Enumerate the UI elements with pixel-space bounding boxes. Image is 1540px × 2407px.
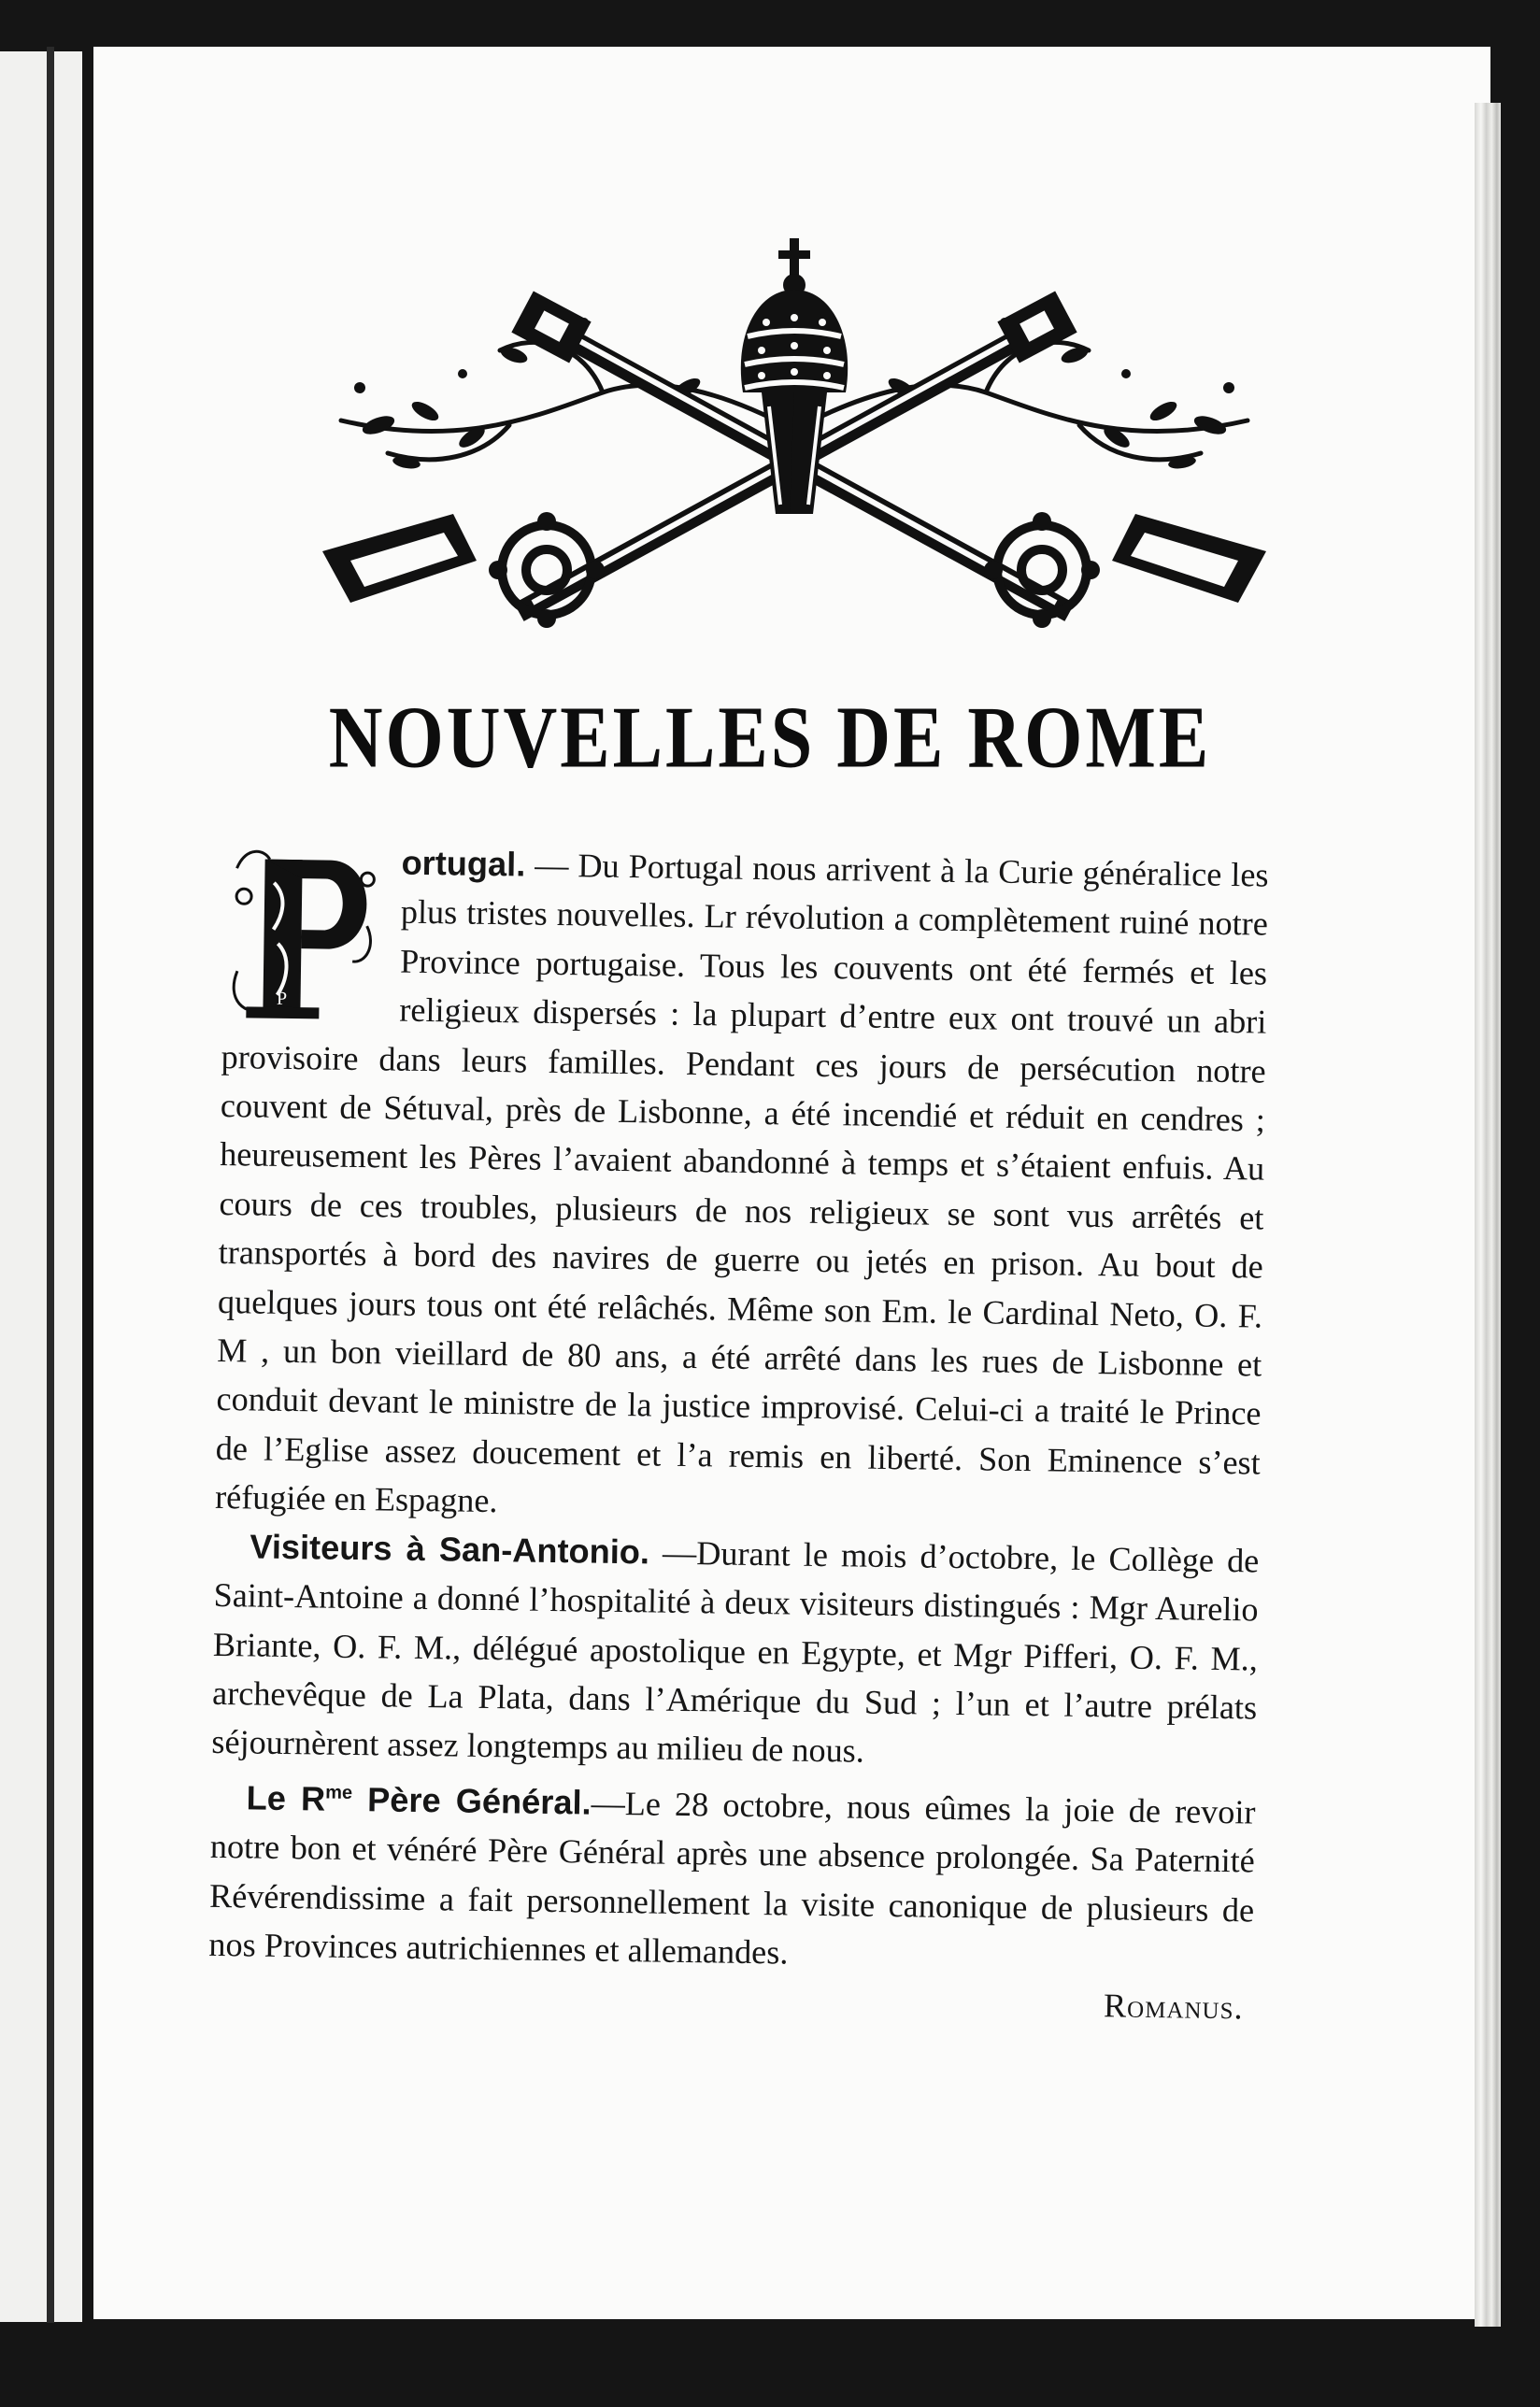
lead-suffix: Père Général. (351, 1779, 592, 1822)
paragraph-pere-general-text: —Le 28 octobre, nous eûmes la joie de revoir notre bon et vénéré Père Général après une absence prolongée. Sa Paternité Révérendissime a fait personnellement la visite canonique de plusieurs de nos Provinces autrichiennes et allemandes. (208, 1784, 1256, 1972)
paragraph-pere-general-lead (246, 1778, 592, 1821)
left-page-edge (0, 51, 82, 2322)
article-title: NOUVELLES DE ROME (328, 689, 1212, 787)
paragraph-portugal-lead: ortugal. (401, 843, 526, 884)
article-body (207, 836, 1269, 2032)
book-binding-shadow (47, 47, 54, 2323)
drop-cap-letter: P (276, 988, 288, 1009)
paragraph-visiteurs-text: —Durant le mois d’octobre, le Collège de Saint-Antoine a donné l’hospitalité à deux visiteurs distingués : Mgr Aurelio Briante, O. F. M., délégué apostolique en Egypte, et Mgr Pifferi, O. F. M., archevêque de La Plata, dans l’Amérique du Sud ; l’un et l’autre prélats séjournèrent assez longtemps au milieu de nous. (211, 1533, 1260, 1770)
paragraph-portugal (215, 836, 1269, 1536)
signature: Romanus. (1103, 1987, 1244, 2027)
paragraph-portugal-text: — Du Portugal nous arrivent à la Curie généralice les plus tristes nouvelles. Lr révolution a complètement ruiné notre Province portugaise. Tous les couvents ont été fermés et les religieux dispersés : la plupart d’entre eux ont trouvé un abri provisoire dans leurs familles. Pendant ces jours de persécution notre couvent de Sétuval, près de Lisbonne, a été incendié et réduit en cendres ; heureusement les Pères l’avaient abandonné à temps et s’étaient enfuis. Au cours de ces troubles, plusieurs de nos religieux se sont vus arrêtés et transportés à bord des navires de guerre ou jetés en prison. Au bout de quelques jours tous ont été relâchés. Même son Em. le Cardinal Neto, O. F. M , un bon vieillard de 80 ans, a été arrêté dans les rues de Lisbonne et conduit devant le ministre de la justice improvisé. Celui-ci a traité le Prince de l’Eglise assez doucement et l’a remis en liberté. Son Eminence s’est réfugiée en Espagne. (214, 846, 1269, 1520)
ornamental-drop-cap (225, 840, 378, 1027)
lead-superscript: me (325, 1782, 353, 1803)
paragraph-visiteurs-lead: Visiteurs à San-Antonio. (250, 1527, 650, 1572)
papal-tiara-keys-ornament (322, 234, 1266, 663)
paragraph-visiteurs (211, 1522, 1260, 1782)
paragraph-pere-general (208, 1767, 1256, 1984)
lead-prefix: Le R (246, 1778, 326, 1818)
page-stack-edge (1475, 103, 1501, 2327)
